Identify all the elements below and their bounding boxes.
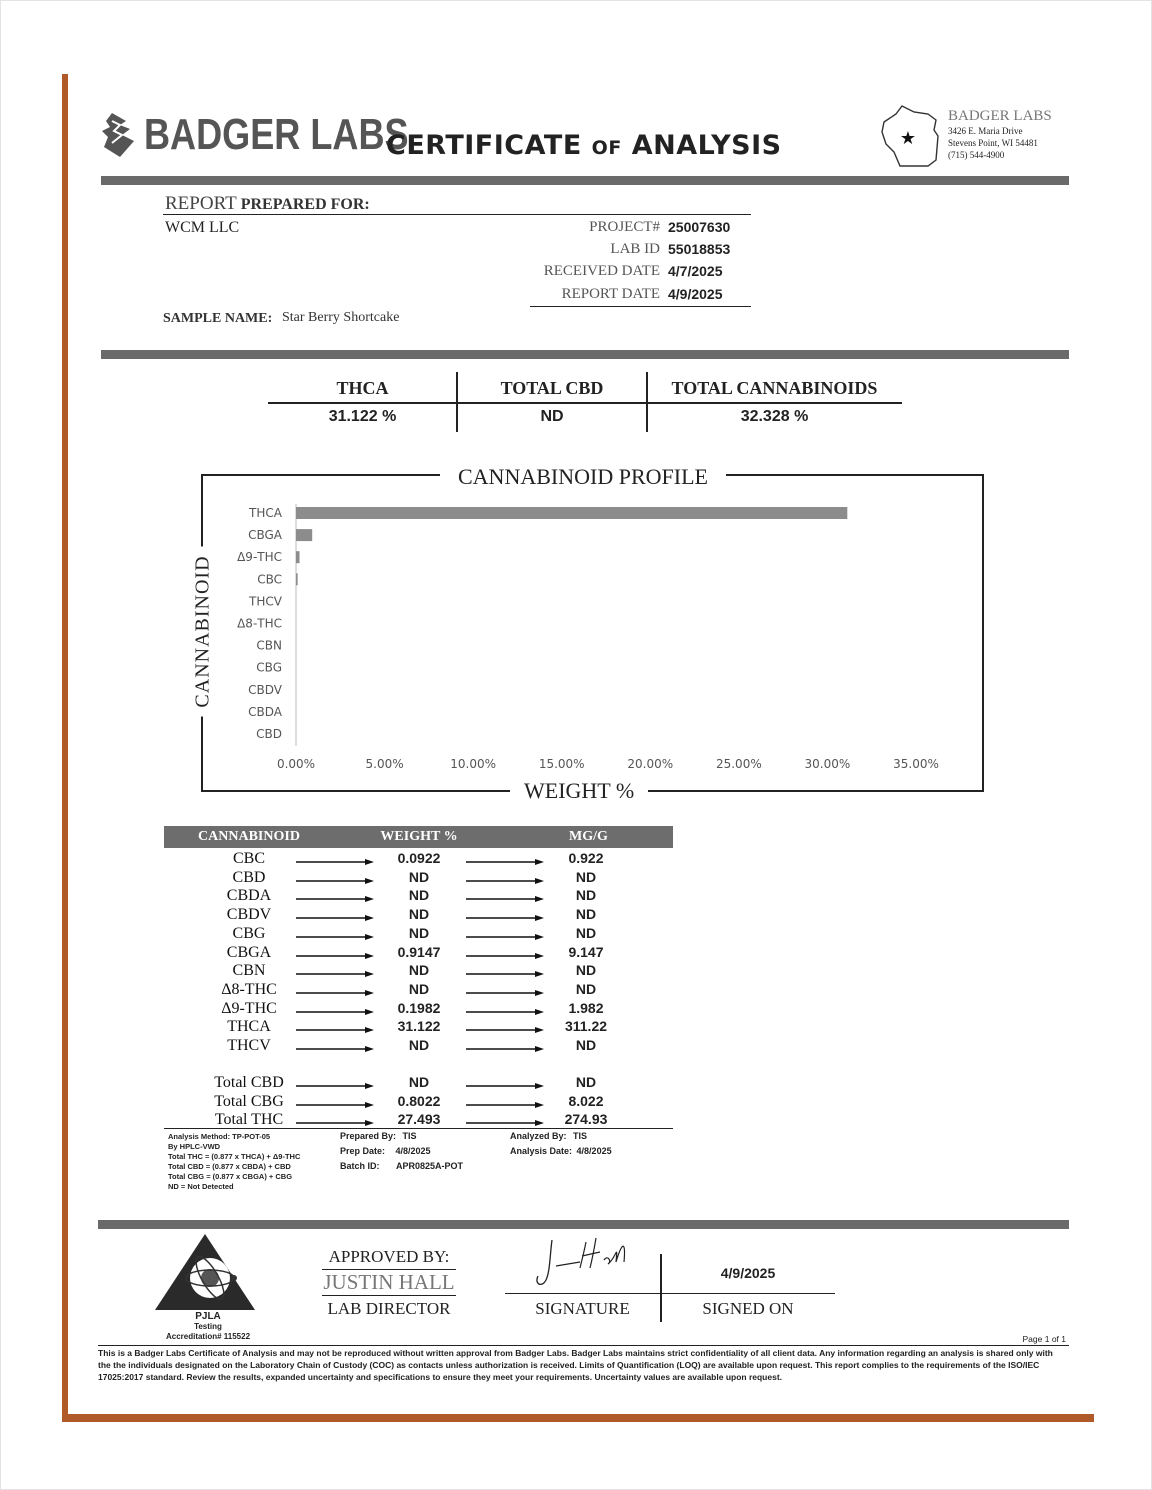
arrow-icon (296, 1046, 374, 1052)
arrow-icon (466, 1009, 544, 1015)
arrow-icon (296, 915, 374, 921)
signature-line (505, 1293, 835, 1294)
mg-per-g: 8.022 (568, 1092, 604, 1109)
summary-total-cbd-value: ND (540, 408, 564, 425)
sample-name: Star Berry Shortcake (282, 310, 400, 325)
project-number: 25007630 (668, 219, 731, 235)
divider (163, 214, 751, 215)
cannabinoid-name: Total THC (214, 1111, 284, 1129)
approval-divider (98, 1220, 1069, 1229)
chart-bar (296, 551, 300, 563)
results-table-header (164, 826, 673, 848)
title-analysis: ANALYSIS (631, 130, 782, 161)
chart-x-tick-label: 0.00% (276, 757, 316, 771)
project-label: PROJECT# (589, 219, 660, 235)
chart-category-label: THCV (249, 594, 282, 609)
arrow-icon (296, 859, 374, 865)
badge-lab-name: BADGER LABS (948, 108, 1052, 124)
logo-text: BADGER LABS (144, 110, 409, 159)
arrow-icon (296, 934, 374, 940)
arrow-icon (466, 859, 544, 865)
weight-percent: ND (408, 980, 430, 997)
table-row (164, 924, 673, 943)
arrow-icon (296, 1009, 374, 1015)
table-row (164, 961, 673, 980)
arrow-icon (296, 1083, 374, 1089)
chart-x-tick-label: 5.00% (365, 757, 404, 771)
table-row (164, 849, 673, 868)
column-header-mgg: MG/G (569, 829, 608, 844)
cannabinoid-name: CBDV (226, 906, 272, 924)
signed-date: 4/9/2025 (720, 1265, 776, 1281)
weight-percent: 27.493 (397, 1111, 441, 1128)
cannabinoid-name: CBC (232, 850, 265, 867)
chart-title: CANNABINOID PROFILE (440, 464, 726, 490)
batch-id: APR0825A-POT (396, 1161, 464, 1171)
analyzed-by: TIS (573, 1131, 588, 1141)
prep-date-label: Prep Date: (340, 1146, 386, 1156)
arrow-icon (466, 1102, 544, 1108)
arrow-icon (466, 1083, 544, 1089)
client-name: WCM LLC (165, 219, 240, 236)
table-row (164, 1092, 673, 1111)
pjla-text (150, 1312, 266, 1342)
weight-percent: 0.9147 (397, 943, 441, 960)
mg-per-g: 274.93 (564, 1111, 608, 1128)
pjla-accreditation-icon (150, 1232, 260, 1312)
weight-percent: ND (408, 1074, 430, 1090)
batch-id-label: Batch ID: (340, 1161, 380, 1171)
received-date-label: RECEIVED DATE (543, 263, 660, 279)
lab-address-badge (878, 100, 1052, 170)
mg-per-g: 311.22 (564, 1018, 608, 1035)
weight-percent: ND (408, 962, 430, 979)
cannabinoid-name: CBN (232, 962, 266, 980)
cannabinoid-name: CBG (232, 924, 266, 942)
table-row (164, 905, 673, 924)
arrow-icon (466, 990, 544, 996)
summary-total-cannabinoids-label: TOTAL CANNABINOIDS (671, 378, 878, 398)
mg-per-g: ND (575, 962, 597, 979)
sample-name-label: SAMPLE NAME: (163, 311, 273, 326)
chart-x-axis-label: WEIGHT % (510, 778, 648, 804)
document-title (386, 130, 782, 161)
analyzed-by-label: Analyzed By: (510, 1131, 567, 1141)
arrow-icon (466, 1046, 544, 1052)
method-line: Total THC = (0.877 x THCA) + Δ9-THC (168, 1152, 301, 1161)
chart-bar (296, 573, 298, 585)
weight-percent: ND (408, 887, 430, 904)
cannabinoid-name: THCA (227, 1018, 271, 1036)
prepared-for-label (165, 193, 370, 215)
summary-divider (268, 402, 902, 404)
badge-phone: (715) 544-4900 (948, 150, 1005, 160)
page-number: Page 1 of 1 (1022, 1334, 1066, 1344)
chart-category-label: CBDV (248, 682, 282, 697)
report-date: 4/9/2025 (668, 286, 723, 302)
arrow-icon (296, 1027, 374, 1033)
cannabinoid-name: Δ8-THC (221, 980, 277, 998)
mg-per-g: 0.922 (568, 850, 604, 866)
weight-percent: 0.1982 (397, 999, 441, 1016)
method-line: Analysis Method: TP-POT-05 (168, 1132, 271, 1141)
chart-bar (296, 529, 312, 541)
cannabinoid-name: CBGA (226, 943, 272, 961)
footer-disclaimer: This is a Badger Labs Certificate of Analysis and may not be reproduced without written approval from Badger Labs. Badger Labs maintains strict confidentiality of all client data. Any information regarding an analysis is shared only with the the individuals designated on the Laboratory Chain of Custody (COC) as contacts unless authorization is received. Limits of Quantification (LOQ) are available upon request. This report complies to the requirements of the ISO/IEC 17025:2017 standard. Review the results, expanded uncertainty and specifications to ensure they meet your requirements. Uncertainty values are available upon request. (98, 1348, 1053, 1382)
chart-category-label: THCA (249, 506, 282, 520)
arrow-icon (466, 971, 544, 977)
cannabinoid-name: THCV (227, 1037, 271, 1054)
approver-title: LAB DIRECTOR (327, 1299, 451, 1318)
column-header-weight: WEIGHT % (380, 829, 458, 844)
method-line: Total CBG = (0.877 x CBGA) + CBG (168, 1172, 293, 1181)
title-of: OF (591, 137, 622, 159)
prep-info (340, 1129, 463, 1174)
summary-thca-value: 31.122 % (328, 408, 397, 425)
title-certificate: CERTIFICATE (386, 130, 582, 161)
report-word: REPORT (165, 193, 237, 214)
table-row (164, 1017, 673, 1036)
chart-category-label: CBGA (248, 528, 282, 543)
approver-name: JUSTIN HALL (323, 1270, 455, 1294)
footer-rule (98, 1345, 1069, 1346)
chart-category-label: Δ9-THC (237, 550, 282, 565)
method-line: Total CBD = (0.877 x CBDA) + CBD (168, 1162, 291, 1171)
table-row (164, 999, 673, 1018)
chart-category-label: CBDA (248, 704, 282, 719)
arrow-icon (296, 971, 374, 977)
cannabinoid-name: Total CBG (214, 1092, 284, 1110)
paper-edge (62, 1414, 1094, 1422)
arrow-icon (466, 878, 544, 884)
pjla-accreditation-number: Accreditation# 115522 (165, 1332, 251, 1341)
signature-label: SIGNATURE (535, 1299, 630, 1318)
arrow-icon (466, 953, 544, 959)
received-date: 4/7/2025 (668, 263, 723, 279)
table-row (164, 1073, 673, 1092)
mg-per-g: ND (575, 1074, 597, 1090)
chart-x-tick-label: 20.00% (627, 757, 674, 771)
summary-thca-label: THCA (336, 378, 389, 398)
signed-on-label: SIGNED ON (702, 1299, 794, 1318)
pjla-name: PJLA (195, 1311, 221, 1322)
cannabinoid-name: Δ9-THC (221, 999, 277, 1017)
weight-percent: ND (408, 906, 430, 923)
table-row (164, 886, 673, 905)
mg-per-g: ND (575, 980, 597, 997)
method-notes (168, 1132, 338, 1192)
arrow-icon (466, 915, 544, 921)
prepared-for-word: PREPARED FOR: (240, 196, 370, 213)
cannabinoid-profile-chart (201, 474, 984, 792)
report-date-label: REPORT DATE (561, 286, 660, 302)
svg-text:★: ★ (899, 128, 917, 149)
prepared-by: TIS (402, 1131, 417, 1141)
badge-address-line: Stevens Point, WI 54481 (948, 138, 1038, 148)
arrow-icon (466, 1027, 544, 1033)
chart-x-tick-label: 30.00% (804, 757, 851, 771)
section-divider (101, 350, 1069, 359)
weight-percent: 0.8022 (397, 1092, 441, 1109)
arrow-icon (296, 1102, 374, 1108)
arrow-icon (466, 896, 544, 902)
summary-total-cbd-label: TOTAL CBD (500, 378, 604, 398)
analysis-date-label: Analysis Date: (510, 1146, 573, 1156)
lab-id-label: LAB ID (610, 241, 660, 257)
chart-bar (296, 507, 847, 519)
cannabinoid-name: Total CBD (214, 1074, 284, 1091)
signature-image (520, 1234, 650, 1294)
chart-y-axis-label: CANNABINOID (192, 547, 215, 717)
method-line: ND = Not Detected (168, 1182, 234, 1191)
weight-percent: 31.122 (397, 1018, 441, 1035)
summary-total-cannabinoids-value: 32.328 % (740, 408, 809, 425)
weight-percent: ND (408, 924, 430, 941)
cannabinoid-name: CBD (232, 868, 266, 886)
table-row (164, 868, 673, 887)
divider (322, 1295, 456, 1296)
pjla-testing: Testing (194, 1322, 222, 1331)
arrow-icon (296, 878, 374, 884)
column-header-cannabinoid: CANNABINOID (198, 829, 300, 844)
weight-percent: 0.0922 (397, 850, 441, 866)
wisconsin-map-icon (878, 100, 944, 170)
mg-per-g: 9.147 (568, 943, 604, 960)
arrow-icon (466, 934, 544, 940)
mg-per-g: ND (575, 924, 597, 941)
arrow-icon (296, 990, 374, 996)
arrow-icon (296, 953, 374, 959)
mg-per-g: 1.982 (568, 999, 604, 1016)
chart-category-label: CBC (257, 572, 282, 587)
table-row (164, 1036, 673, 1055)
chart-x-tick-label: 35.00% (893, 757, 939, 771)
chart-category-label: Δ8-THC (237, 616, 282, 631)
analysis-date: 4/8/2025 (576, 1146, 612, 1156)
method-line: By HPLC-VWD (168, 1142, 221, 1151)
chart-x-tick-label: 15.00% (538, 757, 585, 771)
chart-category-label: CBD (256, 727, 282, 741)
approved-by-label: APPROVED BY: (328, 1247, 450, 1266)
arrow-icon (466, 1120, 544, 1126)
divider (530, 306, 751, 307)
analysis-info (510, 1129, 612, 1159)
cannabinoid-name: CBDA (226, 887, 272, 905)
chart-x-tick-label: 25.00% (715, 757, 762, 771)
prep-date: 4/8/2025 (395, 1146, 431, 1156)
arrow-icon (296, 896, 374, 902)
chart-category-label: CBN (256, 638, 282, 653)
badge-address-line: 3426 E. Maria Drive (948, 126, 1023, 136)
weight-percent: ND (408, 1037, 430, 1053)
table-row (164, 1110, 673, 1129)
badger-logo-icon (100, 111, 138, 159)
weight-percent: ND (408, 868, 430, 885)
prepared-by-label: Prepared By: (340, 1131, 397, 1141)
lab-id: 55018853 (668, 241, 731, 257)
arrow-icon (296, 1120, 374, 1126)
header-divider (101, 176, 1069, 185)
chart-category-label: CBG (256, 660, 282, 675)
mg-per-g: ND (575, 1037, 597, 1053)
mg-per-g: ND (575, 887, 597, 904)
chart-x-tick-label: 10.00% (450, 757, 497, 771)
mg-per-g: ND (575, 868, 597, 885)
mg-per-g: ND (575, 906, 597, 923)
table-row (164, 980, 673, 999)
table-row (164, 943, 673, 962)
